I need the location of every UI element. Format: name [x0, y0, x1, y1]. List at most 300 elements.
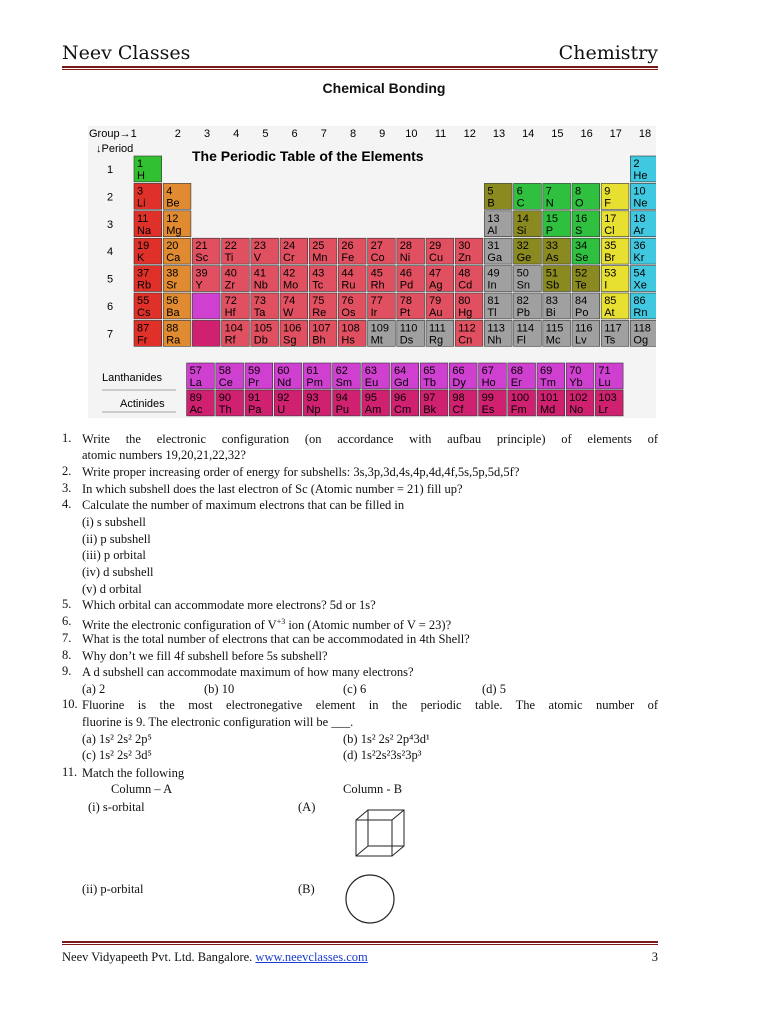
- element-os-number: 76: [341, 295, 354, 307]
- element-gd-symbol: Gd: [394, 377, 409, 389]
- element-cr-symbol: Cr: [283, 252, 295, 265]
- element-au-symbol: Au: [429, 307, 443, 319]
- q4-text: Calculate the number of maximum electrons that can be filled in: [82, 498, 405, 512]
- group-number-18: 18: [638, 128, 652, 140]
- period-number-5: 5: [106, 273, 114, 286]
- element-c-symbol: C: [516, 197, 525, 210]
- group-label: Group→1: [89, 128, 137, 140]
- element-pm-symbol: Pm: [306, 377, 323, 389]
- element-zr: [222, 266, 250, 292]
- element-f: [601, 183, 629, 209]
- element-s-number: 16: [575, 212, 588, 225]
- element-sn-symbol: Sn: [516, 279, 531, 292]
- element-he-number: 2: [633, 158, 640, 170]
- element-sg: [280, 320, 308, 346]
- element-dy-symbol: Dy: [452, 377, 466, 389]
- element-ti-symbol: Ti: [224, 252, 234, 265]
- element-rf-symbol: Rf: [224, 334, 236, 347]
- match-item-2-left: (ii) p-orbital: [82, 882, 144, 896]
- group-number-6: 6: [291, 128, 298, 140]
- element-au-number: 79: [429, 295, 442, 307]
- element-ag-symbol: Ag: [429, 279, 443, 292]
- element-ho-number: 67: [481, 365, 494, 377]
- element-pu: [333, 390, 361, 416]
- element-cl-number: 17: [604, 212, 617, 225]
- element-rg: [426, 320, 454, 346]
- element-lr-number: 103: [598, 392, 617, 404]
- q9-text: A d subshell can accommodate maximum of how many electrons?: [82, 665, 414, 679]
- element-la-symbol: La: [189, 377, 202, 389]
- q9-number: 9.: [62, 664, 72, 678]
- element-v-number: 23: [253, 240, 267, 253]
- element-ir: [368, 293, 396, 319]
- element-cr-number: 24: [283, 240, 296, 253]
- footer-link[interactable]: www.neevclasses.com: [255, 950, 368, 964]
- group-number-13: 13: [492, 128, 506, 140]
- element-fr-symbol: Fr: [137, 334, 148, 347]
- element-bk-number: 97: [423, 392, 436, 404]
- element-lv-symbol: Lv: [575, 334, 587, 347]
- element-p-number: 15: [545, 212, 559, 225]
- element-tl-number: 81: [487, 295, 500, 307]
- element-kr: [630, 238, 656, 264]
- element-xe-number: 54: [633, 267, 646, 280]
- element-o-number: 8: [575, 185, 582, 198]
- element-re-number: 75: [312, 295, 325, 307]
- element-lr-symbol: Lr: [598, 404, 609, 416]
- element-n-symbol: N: [545, 197, 554, 210]
- element-ni-symbol: Ni: [399, 252, 411, 265]
- element-os-symbol: Os: [341, 307, 356, 319]
- lanthanide-placeholder: [192, 293, 220, 319]
- element-hg: [455, 293, 483, 319]
- element-fe: [338, 238, 366, 264]
- element-nd-number: 60: [277, 365, 290, 377]
- element-yb-number: 70: [569, 365, 582, 377]
- element-c-number: 6: [516, 185, 523, 198]
- header-left: Neev Classes: [62, 42, 191, 64]
- element-cn: [455, 320, 483, 346]
- element-nb-symbol: Nb: [253, 279, 268, 292]
- match-item-1-left: (i) s-orbital: [88, 800, 145, 814]
- element-li: [134, 183, 162, 209]
- element-pt-number: 78: [399, 295, 413, 307]
- element-u: [274, 390, 302, 416]
- element-os: [338, 293, 366, 319]
- element-mg-number: 12: [166, 212, 179, 225]
- element-fm-symbol: Fm: [510, 404, 527, 416]
- element-cl-symbol: Cl: [604, 224, 615, 237]
- group-number-14: 14: [522, 128, 535, 140]
- element-si: [514, 211, 542, 237]
- element-md-number: 101: [540, 392, 559, 404]
- element-sb-symbol: Sb: [545, 279, 560, 292]
- element-cd: [455, 266, 483, 292]
- element-nh-symbol: Nh: [487, 334, 502, 347]
- element-ce: [216, 363, 244, 389]
- element-kr-symbol: Kr: [633, 252, 645, 265]
- element-fr: [134, 320, 162, 346]
- element-nb: [251, 266, 279, 292]
- element-cs-number: 55: [137, 295, 150, 307]
- element-cf-number: 98: [452, 392, 465, 404]
- element-pa-number: 91: [248, 392, 261, 404]
- element-zn-symbol: Zn: [458, 252, 472, 265]
- group-number-7: 7: [320, 128, 327, 140]
- element-cn-symbol: Cn: [458, 334, 473, 347]
- element-al-symbol: Al: [487, 224, 498, 237]
- element-o: [572, 183, 600, 209]
- element-s-symbol: S: [575, 224, 583, 237]
- element-zn: [455, 238, 483, 264]
- element-lu-number: 71: [598, 365, 611, 377]
- element-ru-symbol: Ru: [341, 279, 356, 292]
- element-rn-symbol: Rn: [633, 307, 648, 319]
- element-rn: [630, 293, 656, 319]
- element-ru: [338, 266, 366, 292]
- element-br-number: 35: [604, 240, 617, 253]
- q4-sub-v: (v) d orbital: [82, 582, 142, 596]
- element-sb: [543, 266, 571, 292]
- q10-option-d: (d) 1s²2s²3s²3p³: [343, 748, 422, 762]
- element-gd-number: 64: [394, 365, 407, 377]
- element-tb-symbol: Tb: [423, 377, 437, 389]
- q3-text: In which subshell does the last electron of Sc (Atomic number = 21) fill up?: [82, 482, 463, 496]
- group-number-2: 2: [174, 128, 181, 140]
- footer-rule-thin: [62, 944, 658, 945]
- element-ga-number: 31: [487, 240, 500, 253]
- footer-company: Neev Vidyapeeth Pvt. Ltd. Bangalore.: [62, 950, 256, 964]
- element-ni-number: 28: [399, 240, 413, 253]
- element-bk-symbol: Bk: [423, 404, 437, 416]
- element-er-number: 68: [510, 365, 524, 377]
- element-rn-number: 86: [633, 295, 646, 307]
- element-p: [543, 211, 571, 237]
- actinides-label: Actinides: [120, 398, 165, 410]
- element-sc-symbol: Sc: [195, 252, 209, 265]
- element-na-number: 11: [137, 212, 149, 225]
- group-number-11: 11: [434, 128, 447, 140]
- element-tl-symbol: Tl: [487, 307, 497, 319]
- group-number-9: 9: [379, 128, 386, 140]
- element-b: [484, 183, 512, 209]
- element-mc-number: 115: [545, 322, 564, 335]
- element-zr-number: 40: [224, 267, 237, 280]
- element-eu-symbol: Eu: [364, 377, 379, 389]
- element-cu-symbol: Cu: [429, 252, 444, 265]
- element-mn: [309, 238, 337, 264]
- element-mo: [280, 266, 308, 292]
- element-sm-number: 62: [335, 365, 348, 377]
- element-ra-symbol: Ra: [166, 334, 181, 347]
- element-be-symbol: Be: [166, 197, 180, 210]
- element-i: [601, 266, 629, 292]
- element-ts: [601, 320, 629, 346]
- element-sn: [514, 266, 542, 292]
- element-tm-symbol: Tm: [540, 377, 556, 389]
- element-p-symbol: P: [545, 224, 554, 237]
- element-th-symbol: Th: [218, 404, 232, 416]
- element-yb: [566, 363, 594, 389]
- element-u-symbol: U: [277, 404, 286, 416]
- element-al-number: 13: [487, 212, 500, 225]
- element-at: [601, 293, 629, 319]
- element-in: [484, 266, 512, 292]
- page-number: 3: [651, 950, 658, 964]
- element-ni: [397, 238, 425, 264]
- element-rb-symbol: Rb: [137, 279, 152, 292]
- element-y-symbol: Y: [195, 279, 203, 292]
- element-h-symbol: H: [137, 170, 145, 182]
- q7-text: What is the total number of electrons that can be accommodated in 4th Shell?: [82, 632, 470, 646]
- element-mn-symbol: Mn: [312, 252, 328, 265]
- element-sm: [333, 363, 361, 389]
- element-f-number: 9: [604, 185, 611, 198]
- element-mo-number: 42: [283, 267, 296, 280]
- element-br-symbol: Br: [604, 252, 616, 265]
- q10-option-c: (c) 1s² 2s² 3d⁵: [82, 748, 152, 762]
- group-number-3: 3: [203, 128, 211, 140]
- element-sm-symbol: Sm: [335, 377, 353, 389]
- element-rb-number: 37: [137, 267, 150, 280]
- element-re: [309, 293, 337, 319]
- element-cd-number: 48: [458, 267, 471, 280]
- element-au: [426, 293, 454, 319]
- element-bh-number: 107: [312, 322, 331, 335]
- element-cr: [280, 238, 308, 264]
- element-si-number: 14: [516, 212, 529, 225]
- element-sn-number: 50: [516, 267, 529, 280]
- footer-text: [62, 950, 368, 965]
- element-pr-symbol: Pr: [248, 377, 259, 389]
- element-ts-number: 117: [604, 322, 622, 335]
- element-ba-symbol: Ba: [166, 307, 180, 319]
- element-ar: [630, 211, 656, 237]
- element-u-number: 92: [277, 392, 290, 404]
- element-cu: [426, 238, 454, 264]
- element-rh: [368, 266, 396, 292]
- element-ge-number: 32: [516, 240, 529, 253]
- element-ar-symbol: Ar: [633, 224, 645, 237]
- element-pt-symbol: Pt: [399, 307, 411, 319]
- element-mg: [163, 211, 191, 237]
- element-db-number: 105: [253, 322, 273, 335]
- element-rg-symbol: Rg: [429, 334, 444, 347]
- element-bk: [420, 390, 448, 416]
- element-bi-symbol: Bi: [545, 307, 556, 319]
- element-hs: [338, 320, 366, 346]
- element-pm-number: 61: [306, 365, 319, 377]
- element-rf: [222, 320, 250, 346]
- element-be-number: 4: [166, 185, 173, 198]
- element-he-symbol: He: [633, 170, 648, 182]
- element-lv-number: 116: [575, 322, 593, 335]
- element-ti-number: 22: [224, 240, 237, 253]
- element-ce-symbol: Ce: [218, 377, 233, 389]
- q7-number: 7.: [62, 631, 72, 645]
- element-h: [134, 156, 162, 182]
- element-ra-number: 88: [166, 322, 179, 335]
- header-rule-thin: [62, 69, 658, 70]
- element-w: [280, 293, 308, 319]
- element-pb-symbol: Pb: [516, 307, 531, 319]
- element-bh: [309, 320, 337, 346]
- element-sr-symbol: Sr: [166, 279, 178, 292]
- q4-sub-ii: (ii) p subshell: [82, 532, 151, 546]
- element-mc-symbol: Mc: [545, 334, 561, 347]
- element-b-number: 5: [487, 185, 494, 198]
- q6-text-b: ion (Atomic number of V = 23)?: [288, 618, 452, 633]
- table-title: The Periodic Table of the Elements: [192, 148, 424, 164]
- element-ne-symbol: Ne: [633, 197, 648, 210]
- period-number-7: 7: [106, 328, 114, 341]
- element-am-symbol: Am: [364, 404, 382, 416]
- element-mt-symbol: Mt: [370, 334, 383, 347]
- element-lr: [595, 390, 623, 416]
- element-cs: [134, 293, 162, 319]
- element-c: [514, 183, 542, 209]
- element-hf-symbol: Hf: [224, 307, 236, 319]
- element-po: [572, 293, 600, 319]
- page-title: Chemical Bonding: [322, 80, 446, 96]
- q6-text-a: Write the electronic configuration of V: [82, 618, 277, 633]
- q10-text-line2: fluorine is 9. The electronic configuration will be ___.: [82, 715, 354, 729]
- q3-number: 3.: [62, 481, 72, 495]
- q11-number: 11.: [62, 765, 78, 779]
- element-cs-symbol: Cs: [137, 307, 151, 319]
- element-mc: [543, 320, 571, 346]
- element-po-number: 84: [575, 295, 588, 307]
- element-lu: [595, 363, 623, 389]
- element-cm: [391, 390, 419, 416]
- element-re-symbol: Re: [312, 307, 327, 319]
- element-as-symbol: As: [545, 252, 559, 265]
- element-ds-number: 110: [399, 322, 418, 335]
- q9-option-b: (b) 10: [204, 682, 235, 696]
- element-cn-number: 112: [458, 322, 476, 335]
- element-k: [134, 238, 162, 264]
- group-number-10: 10: [405, 128, 418, 140]
- q2-text: Write proper increasing order of energy for subshells: 3s,3p,3d,4s,4p,4d,4f,5s,5p,5d,5f?: [82, 465, 520, 479]
- period-label: ↓Period: [96, 143, 134, 155]
- element-ho-symbol: Ho: [481, 377, 496, 389]
- element-gd: [391, 363, 419, 389]
- element-pr-number: 59: [248, 365, 261, 377]
- element-db-symbol: Db: [253, 334, 268, 347]
- element-ds: [397, 320, 425, 346]
- element-bi: [543, 293, 571, 319]
- element-i-number: 53: [604, 267, 617, 280]
- element-ir-symbol: Ir: [370, 307, 378, 319]
- element-am-number: 95: [364, 392, 378, 404]
- element-pa-symbol: Pa: [248, 404, 262, 416]
- element-cd-symbol: Cd: [458, 279, 473, 292]
- element-f-symbol: F: [604, 197, 611, 210]
- element-nd-symbol: Nd: [277, 377, 292, 389]
- element-po-symbol: Po: [575, 307, 589, 319]
- element-rg-number: 111: [429, 322, 446, 335]
- element-cm-number: 96: [394, 392, 407, 404]
- element-w-symbol: W: [283, 307, 294, 319]
- group-number-12: 12: [463, 128, 476, 140]
- q5-text: Which orbital can accommodate more electrons? 5d or 1s?: [82, 598, 376, 612]
- element-pd-number: 46: [399, 267, 413, 280]
- element-pa: [245, 390, 273, 416]
- element-ce-number: 58: [218, 365, 232, 377]
- element-k-symbol: K: [137, 252, 145, 265]
- element-y-number: 39: [195, 267, 208, 280]
- element-mo-symbol: Mo: [283, 279, 299, 292]
- element-hs-number: 108: [341, 322, 360, 335]
- match-item-1-right: (A): [298, 800, 316, 814]
- element-og-number: 118: [633, 322, 651, 335]
- element-hg-number: 80: [458, 295, 471, 307]
- element-fl-number: 114: [516, 322, 535, 335]
- element-pu-number: 94: [335, 392, 348, 404]
- element-ba: [163, 293, 191, 319]
- element-fl: [514, 320, 542, 346]
- element-fm: [508, 390, 536, 416]
- element-pb-number: 82: [516, 295, 529, 307]
- element-la: [187, 363, 215, 389]
- element-li-number: 3: [137, 185, 144, 198]
- q1-text-line1: Write the electronic configuration (on accordance with aufbau principle) of elements of: [82, 432, 658, 446]
- element-hg-symbol: Hg: [458, 307, 473, 319]
- element-nd: [274, 363, 302, 389]
- element-ar-number: 18: [633, 212, 646, 225]
- group-number-15: 15: [551, 128, 564, 140]
- header-rule: [62, 66, 658, 68]
- element-nh-number: 113: [487, 322, 505, 335]
- element-ac: [187, 390, 215, 416]
- element-th-number: 90: [218, 392, 232, 404]
- element-se: [572, 238, 600, 264]
- element-fe-symbol: Fe: [341, 252, 355, 265]
- element-pb: [514, 293, 542, 319]
- element-n-number: 7: [545, 185, 552, 198]
- element-co-symbol: Co: [370, 252, 385, 265]
- q4-sub-iv: (iv) d subshell: [82, 565, 154, 579]
- element-sc-number: 21: [195, 240, 208, 253]
- element-ne: [630, 183, 656, 209]
- element-at-symbol: At: [604, 307, 615, 319]
- element-er: [508, 363, 536, 389]
- element-co-number: 27: [370, 240, 383, 253]
- element-no-symbol: No: [569, 404, 584, 416]
- element-ca-number: 20: [166, 240, 179, 253]
- element-la-number: 57: [189, 365, 202, 377]
- element-i-symbol: I: [604, 279, 608, 292]
- element-tc-symbol: Tc: [312, 279, 324, 292]
- element-rb: [134, 266, 162, 292]
- element-th: [216, 390, 244, 416]
- element-rh-symbol: Rh: [370, 279, 385, 292]
- element-tb-number: 65: [423, 365, 436, 377]
- element-er-symbol: Er: [510, 377, 522, 389]
- element-lv: [572, 320, 600, 346]
- element-zn-number: 30: [458, 240, 471, 253]
- element-sr: [163, 266, 191, 292]
- element-nh: [484, 320, 512, 346]
- element-w-number: 74: [283, 295, 296, 307]
- element-cf: [449, 390, 477, 416]
- element-dy: [449, 363, 477, 389]
- element-rh-number: 45: [370, 267, 383, 280]
- group-number-5: 5: [262, 128, 269, 140]
- element-se-symbol: Se: [575, 252, 589, 265]
- q5-number: 5.: [62, 597, 72, 611]
- element-sb-number: 51: [545, 267, 559, 280]
